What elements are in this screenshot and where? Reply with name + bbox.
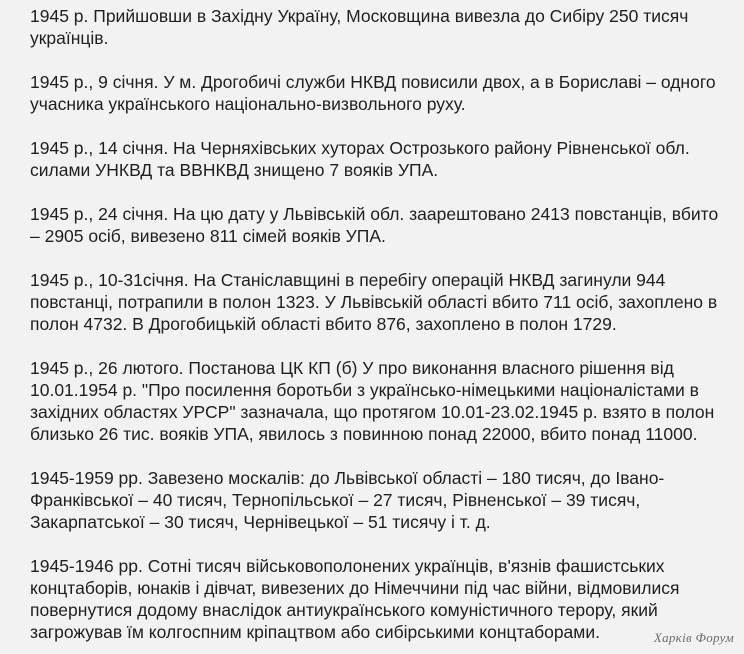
post-body — [30, 5, 720, 643]
paragraph-1945-jan-10-31: 1945 р., 10-31січня. На Станіславщині в перебігу операцій НКВД загинули 944 повстанці, потрапили в полон 1323. У Львівській області вбито 711 осіб, захоплено в полон 4732. В Дрогобицькій області вбито 876, захоплено в полон 1729. — [30, 270, 718, 334]
forum-watermark: Харків Форум — [653, 630, 734, 645]
paragraph-1945-1959: 1945-1959 рр. Завезено москалів: до Львівської області – 180 тисяч, до Івано-Франківської – 40 тисяч, Тернопільської – 27 тисяч, Рівненської – 39 тисяч, Закарпатської – 30 тисяч, Чернівецької – 51 тисячу і т. д. — [30, 468, 665, 532]
paragraph-1945-feb-26: 1945 р., 26 лютого. Постанова ЦК КП (б) У про виконання власного рішення від 10.01.1954 р. "Про посилення боротьби з українсько-німецькими націоналістами в західних областях УРСР" зазначала, що протягом 10.01-23.02.1945 р. взято в полон близько 26 тис. вояків УПА, явилось з повинною понад 22000, вбито понад 11000. — [30, 358, 715, 444]
paragraph-1945-jan-14: 1945 р., 14 січня. На Черняхівських хуторах Острозького району Рівненської обл. силами УНКВД та ВВНКВД знищено 7 вояків УПА. — [30, 138, 690, 180]
paragraph-1945-1946: 1945-1946 рр. Сотні тисяч військовополонених українців, в'язнів фашистських концтаборів, юнаків і дівчат, вивезених до Німеччини під час війни, відмовилися повернутися додому внаслідок антиукраїнського комуністичного терору, який загрожував їм колгоспним кріпацтвом або сибірськими концтаборами. — [30, 556, 680, 642]
paragraph-1945-siberia: 1945 р. Прийшовши в Західну Україну, Московщина вивезла до Сибіру 250 тисяч українців. — [30, 6, 689, 48]
paragraph-1945-jan-9: 1945 р., 9 січня. У м. Дрогобичі служби НКВД повисили двох, а в Бориславі – одного учасника українського національно-визвольного руху. — [30, 72, 716, 114]
paragraph-1945-jan-24: 1945 р., 24 січня. На цю дату у Львівській обл. заарештовано 2413 повстанців, вбито – 2905 осіб, вивезено 811 сімей вояків УПА. — [30, 204, 719, 246]
